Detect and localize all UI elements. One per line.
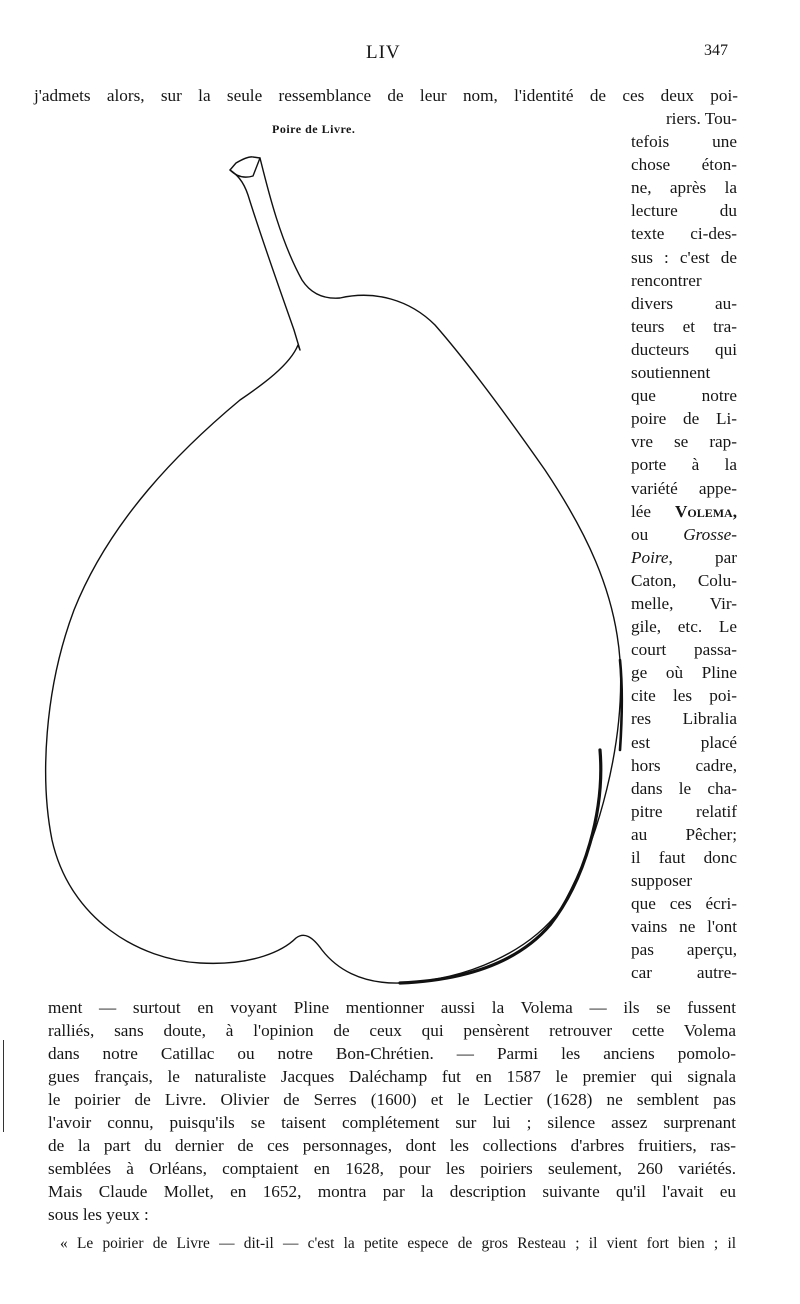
text-line: sous les yeux : — [48, 1205, 149, 1224]
column-line: porte à la — [631, 455, 737, 475]
column-line: est placé — [631, 732, 737, 752]
margin-rule — [3, 1040, 4, 1132]
text-line: Mais Claude Mollet, en 1652, montra par la description suivante qu'il l'avait eu — [48, 1182, 736, 1201]
column-line: chose éton- — [631, 155, 737, 175]
column-line — [631, 523, 737, 546]
column-line: pas aperçu, — [631, 940, 737, 960]
column-line: tefois une — [631, 132, 737, 152]
text-line: l'avoir connu, puisqu'ils se taisent complétement sur lui ; silence assez surprenant — [48, 1113, 736, 1132]
column-line: texte ci-des- — [631, 224, 737, 244]
column-line: que notre — [631, 386, 737, 406]
narrow-text-column — [631, 107, 737, 985]
column-line: soutiennent — [631, 363, 711, 383]
column-line: car autre- — [631, 963, 737, 983]
column-line: hors cadre, — [631, 755, 737, 775]
column-line: gile, etc. Le — [631, 617, 737, 637]
column-word: lée — [631, 501, 652, 521]
column-line: teurs et tra- — [631, 316, 737, 336]
text-line: ment — surtout en voyant Pline mentionner aussi la Volema — ils se fussent — [48, 998, 736, 1017]
column-line: cite les poi- — [631, 686, 737, 706]
column-line: ge où Pline — [631, 663, 737, 683]
pear-illustration — [40, 150, 630, 990]
column-line: supposer — [631, 871, 693, 891]
column-line: lecture du — [631, 201, 737, 221]
quote-line: « Le poirier de Livre — dit-il — c'est la petite espece de gros Resteau ; il vient fort bien ; il — [60, 1235, 736, 1252]
column-word: ou — [631, 524, 649, 544]
column-line: res Libralia — [631, 709, 737, 729]
column-line: dans le cha- — [631, 778, 737, 798]
column-line: il faut donc — [631, 848, 737, 867]
column-line: rencontrer — [631, 270, 702, 290]
column-line: poire de Li- — [631, 409, 737, 429]
column-line: divers au- — [631, 293, 737, 313]
term-grosse: Grosse- — [683, 524, 737, 544]
column-line: sus : c'est de — [631, 247, 737, 267]
text-line: de la part du dernier de ces personnages, dont les collections d'arbres fruitiers, ras- — [48, 1136, 736, 1155]
text-line: ralliés, sans doute, à l'opinion de ceux qui pensèrent retrouver cette Volema — [48, 1021, 736, 1040]
column-line — [631, 546, 737, 569]
term-volema: Volema, — [674, 501, 737, 521]
text-line: j'admets alors, sur la seule ressemblance de leur nom, l'identité de ces deux poi- — [34, 86, 738, 105]
column-line: ducteurs qui — [631, 339, 737, 359]
column-line: variété appe- — [631, 478, 737, 498]
column-line: Caton, Colu- — [631, 570, 737, 590]
text-line: gues français, le naturaliste Jacques Daléchamp fut en 1587 le premier qui signala — [48, 1067, 736, 1086]
column-line: ne, après la — [631, 178, 737, 198]
column-line: au Pêcher; — [631, 824, 737, 844]
column-line: court passa- — [631, 640, 737, 660]
page-number: 347 — [704, 42, 728, 59]
text-line: semblées à Orléans, comptaient en 1628, pour les poiriers seulement, 260 variétés. — [48, 1159, 736, 1178]
figure-caption: Poire de Livre. — [272, 122, 356, 136]
term-poire: Poire — [631, 547, 669, 567]
column-line: que ces écri- — [631, 894, 737, 914]
pear-outline — [46, 157, 622, 983]
column-line: vains ne l'ont — [631, 917, 737, 937]
column-line: vre se rap- — [631, 432, 737, 452]
column-word: , par — [668, 547, 737, 567]
text-line: dans notre Catillac ou notre Bon-Chrétien. — Parmi les anciens pomolo- — [48, 1044, 736, 1063]
column-line: riers. Tou- — [665, 109, 737, 128]
column-line — [631, 500, 737, 523]
text-line: le poirier de Livre. Olivier de Serres (1600) et le Lectier (1628) ne semblent pas — [48, 1090, 736, 1109]
column-line: melle, Vir- — [631, 593, 737, 613]
running-head: LIV — [366, 42, 401, 63]
column-line: pitre relatif — [631, 801, 737, 821]
